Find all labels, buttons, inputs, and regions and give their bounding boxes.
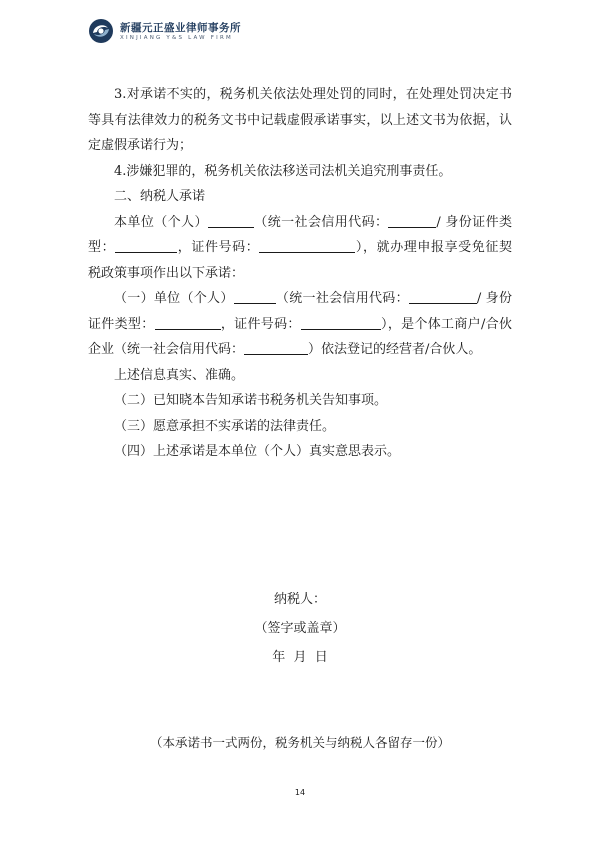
section-title-taxpayer-commitment: 二、纳税人承诺 [114, 189, 206, 204]
intro-text-d: ，证件号码： [177, 240, 260, 255]
intro-text-c: / 身份证件类型： [88, 214, 512, 255]
copies-note: （本承诺书一式两份，税务机关与纳税人各留存一份） [149, 735, 450, 750]
taxpayer-label: 纳税人： [273, 592, 326, 607]
firm-name-en: XINJIANG Y&S LAW FIRM [120, 35, 233, 41]
document-body [88, 82, 512, 465]
c1-id-type-blank[interactable] [155, 315, 221, 330]
c1-business-credit-code-blank[interactable] [244, 340, 308, 355]
c1-text-e: ），是个体工商户/合伙企业（统一社会信用代码： [88, 316, 512, 357]
c1-id-number-blank[interactable] [301, 315, 381, 330]
commitment-item-3: （三）愿意承担不实承诺的法律责任。 [114, 418, 336, 434]
c1-text-b: （统一社会信用代码： [275, 291, 409, 306]
c1-text-c: / 身份证件类型： [88, 291, 512, 332]
commitment-item-2: （二）已知晓本告知承诺书税务机关告知事项。 [114, 393, 388, 408]
c1-text-d: ，证件号码： [220, 316, 301, 332]
date-label: 年 月 日 [272, 650, 328, 665]
notice-item-3: 3.对承诺不实的，税务机关依法处理处罚的同时，在处理处罚决定书等具有法律效力的税务文书中记载虚假承诺事实，以上述文书为依据，认定虚假承诺行为； [88, 87, 512, 153]
commitment-item-4: （四）上述承诺是本单位（个人）真实意思表示。 [114, 444, 401, 459]
notice-item-4: 4.涉嫌犯罪的，税务机关依法移送司法机关追究刑事责任。 [114, 163, 452, 179]
page-number: 14 [294, 788, 306, 797]
commitment-intro [88, 210, 512, 287]
firm-name-cn: 新疆元正盛业律师事务所 [120, 22, 241, 34]
intro-text-b: （统一社会信用代码： [253, 214, 389, 230]
credit-code-blank[interactable] [388, 213, 436, 228]
true-accurate-statement: 上述信息真实、准确。 [114, 367, 245, 383]
c1-text-a: （一）单位（个人） [114, 291, 234, 306]
letterhead [88, 18, 328, 48]
id-type-blank[interactable] [115, 238, 177, 253]
swirl-logo-icon [88, 18, 114, 44]
c1-credit-code-blank[interactable] [409, 289, 477, 304]
commitment-item-1 [88, 286, 512, 363]
sign-or-seal-label: （签字或盖章） [254, 621, 346, 636]
intro-text-e: ），就办理申报享受免征契税政策事项作出以下承诺： [88, 240, 512, 281]
intro-text-a: 本单位（个人） [114, 214, 208, 230]
c1-name-blank[interactable] [234, 289, 276, 304]
id-number-blank[interactable] [259, 238, 355, 253]
name-blank[interactable] [208, 213, 254, 228]
c1-text-f: ）依法登记的经营者/合伙人。 [308, 342, 482, 357]
